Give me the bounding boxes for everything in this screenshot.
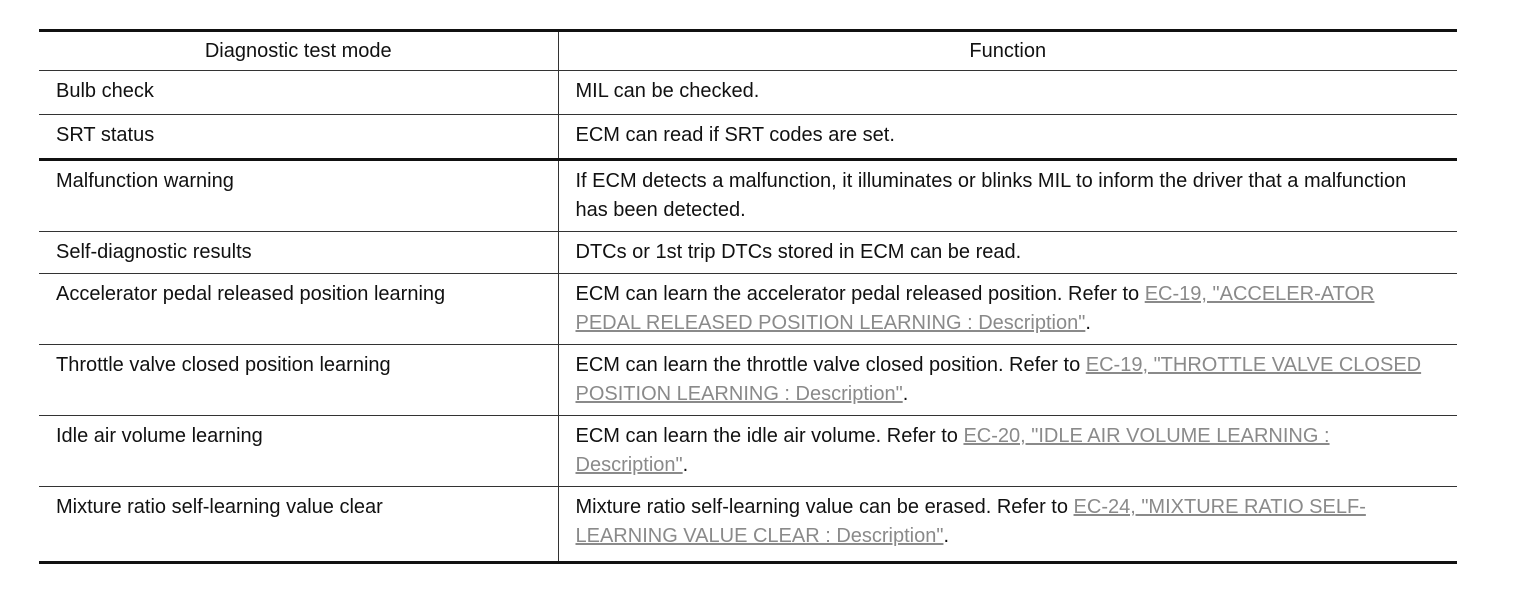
table-header-row xyxy=(39,31,1457,71)
mode-cell: SRT status xyxy=(39,115,558,160)
mode-cell: Accelerator pedal released position learning xyxy=(39,274,558,345)
function-suffix: . xyxy=(682,454,689,476)
mode-cell: Mixture ratio self-learning value clear xyxy=(39,487,558,563)
reference-link[interactable]: EC-20, "IDLE AIR VOLUME LEARNING : Description" xyxy=(575,425,1330,476)
table-row xyxy=(39,71,1457,115)
header-function: Function xyxy=(558,31,1457,71)
function-text: ECM can learn the throttle valve closed position. Refer to xyxy=(575,354,1086,376)
mode-cell: Bulb check xyxy=(39,71,558,115)
function-cell xyxy=(558,274,1457,345)
diagnostic-test-mode-table xyxy=(39,29,1457,564)
reference-link[interactable]: EC-19, "ACCELER-ATOR PEDAL RELEASED POSITION LEARNING : Description" xyxy=(575,283,1375,334)
function-text: Mixture ratio self-learning value can be erased. Refer to xyxy=(575,496,1074,518)
function-cell xyxy=(558,416,1457,487)
function-cell: If ECM detects a malfunction, it illuminates or blinks MIL to inform the driver that a malfunction has been detected. xyxy=(558,160,1457,232)
table-row xyxy=(39,160,1457,232)
function-cell: MIL can be checked. xyxy=(558,71,1457,115)
table-row xyxy=(39,487,1457,563)
reference-link[interactable]: EC-19, "THROTTLE VALVE CLOSED POSITION LEARNING : Description" xyxy=(575,354,1422,405)
function-cell: ECM can read if SRT codes are set. xyxy=(558,115,1457,160)
table-row xyxy=(39,416,1457,487)
mode-cell: Throttle valve closed position learning xyxy=(39,345,558,416)
table-row xyxy=(39,232,1457,274)
function-text: ECM can learn the idle air volume. Refer to xyxy=(575,425,964,447)
reference-link[interactable]: EC-24, "MIXTURE RATIO SELF-LEARNING VALUE CLEAR : Description" xyxy=(575,496,1366,547)
table-row xyxy=(39,345,1457,416)
header-diagnostic-test-mode: Diagnostic test mode xyxy=(39,31,558,71)
function-cell xyxy=(558,487,1457,563)
function-suffix: . xyxy=(943,525,950,547)
function-suffix: . xyxy=(902,383,909,405)
mode-cell: Self-diagnostic results xyxy=(39,232,558,274)
function-text: ECM can learn the accelerator pedal released position. Refer to xyxy=(575,283,1145,305)
mode-cell: Idle air volume learning xyxy=(39,416,558,487)
function-cell: DTCs or 1st trip DTCs stored in ECM can be read. xyxy=(558,232,1457,274)
table-row xyxy=(39,115,1457,160)
mode-cell: Malfunction warning xyxy=(39,160,558,232)
function-suffix: . xyxy=(1085,312,1091,334)
table-row xyxy=(39,274,1457,345)
function-cell xyxy=(558,345,1457,416)
